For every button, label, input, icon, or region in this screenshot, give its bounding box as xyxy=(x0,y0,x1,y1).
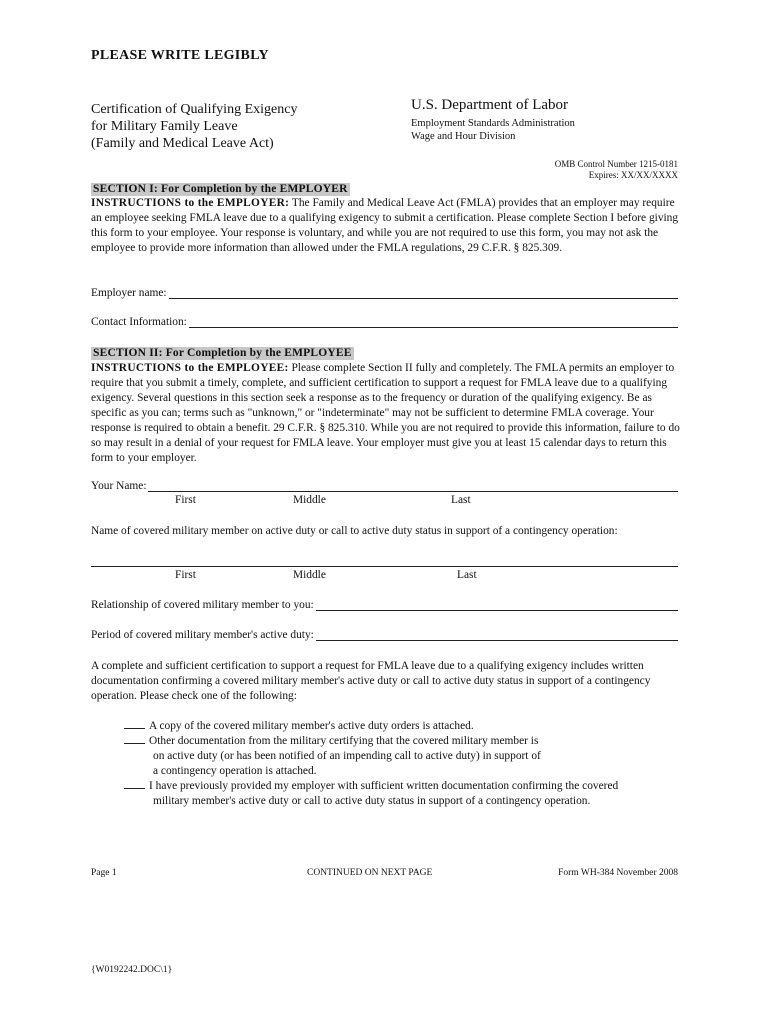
omb-number: OMB Control Number 1215-0181 xyxy=(554,159,678,169)
option-previously-provided[interactable] xyxy=(124,778,684,809)
active-duty-period-field[interactable] xyxy=(91,628,678,641)
write-legibly-notice: PLEASE WRITE LEGIBLY xyxy=(91,48,269,63)
military-middle-label: Middle xyxy=(293,569,326,581)
option-other-checkbox[interactable] xyxy=(124,733,145,744)
your-name-label: Your Name: xyxy=(91,480,147,492)
employer-name-label: Employer name: xyxy=(91,287,167,299)
option-orders-attached[interactable] xyxy=(124,718,684,734)
agency-name: U.S. Department of Labor xyxy=(411,97,569,113)
option-previous-text-line1: I have previously provided my employer with sufficient written documentation confirming the covered xyxy=(149,780,619,792)
option-other-text-line1: Other documentation from the military certifying that the covered military member is xyxy=(149,735,539,747)
agency-sub-esa: Employment Standards Administration xyxy=(411,118,575,129)
option-previous-text-line2: military member's active duty or call to active duty status in support of a contingency operation. xyxy=(153,795,591,807)
section2-instr-text: Please complete Section II fully and completely. The FMLA permits an employer to require that you submit a timely, complete, and sufficient certification to support a request for FMLA leave due to a qualifying exigency. Several questions in this section seek a response as to the frequency or duration of the qualifying exigency. Be as specific as you can; terms such as "unknown," or "indeterminate" may not be sufficient to determine FMLA coverage. Your response is required to obtain a benefit. 29 C.F.R. § 825.310. While you are not required to provide this information, failure to do so may result in a denial of your request for FMLA leave. Your employer must give you at least 15 calendar days to return this form to your employer. xyxy=(91,362,680,464)
employer-name-input-line[interactable] xyxy=(169,286,678,299)
military-member-input-line[interactable] xyxy=(91,566,678,567)
your-name-first-label: First xyxy=(175,494,196,506)
your-name-last-label: Last xyxy=(451,494,471,506)
document-id: {W0192242.DOC\1} xyxy=(91,965,173,975)
military-last-label: Last xyxy=(457,569,477,581)
relationship-input-line[interactable] xyxy=(316,598,678,611)
form-title-line3: (Family and Medical Leave Act) xyxy=(91,136,274,151)
relationship-label: Relationship of covered military member to you: xyxy=(91,599,314,611)
option-other-text-line3: a contingency operation is attached. xyxy=(153,765,317,777)
your-name-field[interactable] xyxy=(91,479,678,492)
form-title xyxy=(91,101,297,152)
omb-block xyxy=(555,159,678,181)
certification-text: A complete and sufficient certification to support a request for FMLA leave due to a qualifying exigency includes written documentation confirming a covered military member's active duty or call to active duty status in support of a contingency operation. Please check one of the following: xyxy=(91,660,651,702)
employer-name-field[interactable] xyxy=(91,286,678,299)
form-title-line1: Certification of Qualifying Exigency xyxy=(91,102,298,117)
section1-heading: SECTION I: For Completion by the EMPLOYER xyxy=(93,183,348,195)
option-previous-checkbox[interactable] xyxy=(124,778,145,789)
section2-instructions xyxy=(91,361,681,466)
relationship-field[interactable] xyxy=(91,598,678,611)
option-other-documentation[interactable] xyxy=(124,733,684,779)
active-duty-period-label: Period of covered military member's active duty: xyxy=(91,629,314,641)
your-name-middle-label: Middle xyxy=(293,494,326,506)
section2-heading: SECTION II: For Completion by the EMPLOYEE xyxy=(93,347,352,359)
option-orders-text: A copy of the covered military member's active duty orders is attached. xyxy=(149,720,474,732)
section2-instr-label: INSTRUCTIONS to the EMPLOYEE: xyxy=(91,362,289,374)
option-other-text-line2: on active duty (or has been notified of an impending call to active duty) in support of xyxy=(153,750,541,762)
contact-info-label: Contact Information: xyxy=(91,316,187,328)
your-name-input-line[interactable] xyxy=(148,479,678,492)
page-number: Page 1 xyxy=(91,868,117,878)
omb-expires: Expires: XX/XX/XXXX xyxy=(588,170,678,180)
contact-info-field[interactable] xyxy=(91,315,678,328)
military-first-label: First xyxy=(175,569,196,581)
section1-instr-label: INSTRUCTIONS to the EMPLOYER: xyxy=(91,197,290,209)
form-title-line2: for Military Family Leave xyxy=(91,119,238,134)
section1-instr-text: The Family and Medical Leave Act (FMLA) provides that an employer may require an employee seeking FMLA leave due to a qualifying exigency to submit a certification. Please complete Section I before giving this form to your employee. Your response is voluntary, and while you are not required to use this form, you may not ask the employee to provide more information than allowed under the FMLA regulations, 29 C.F.R. § 825.309. xyxy=(91,197,679,254)
option-orders-checkbox[interactable] xyxy=(124,718,145,729)
military-member-label: Name of covered military member on active duty or call to active duty status in support of a contingency operation: xyxy=(91,525,618,537)
contact-info-input-line[interactable] xyxy=(189,315,678,328)
agency-sub xyxy=(411,117,575,143)
continued-notice: CONTINUED ON NEXT PAGE xyxy=(307,868,433,878)
active-duty-period-input-line[interactable] xyxy=(316,628,678,641)
section1-instructions xyxy=(91,196,681,256)
form-number: Form WH-384 November 2008 xyxy=(558,868,678,878)
agency-sub-whd: Wage and Hour Division xyxy=(411,131,516,142)
